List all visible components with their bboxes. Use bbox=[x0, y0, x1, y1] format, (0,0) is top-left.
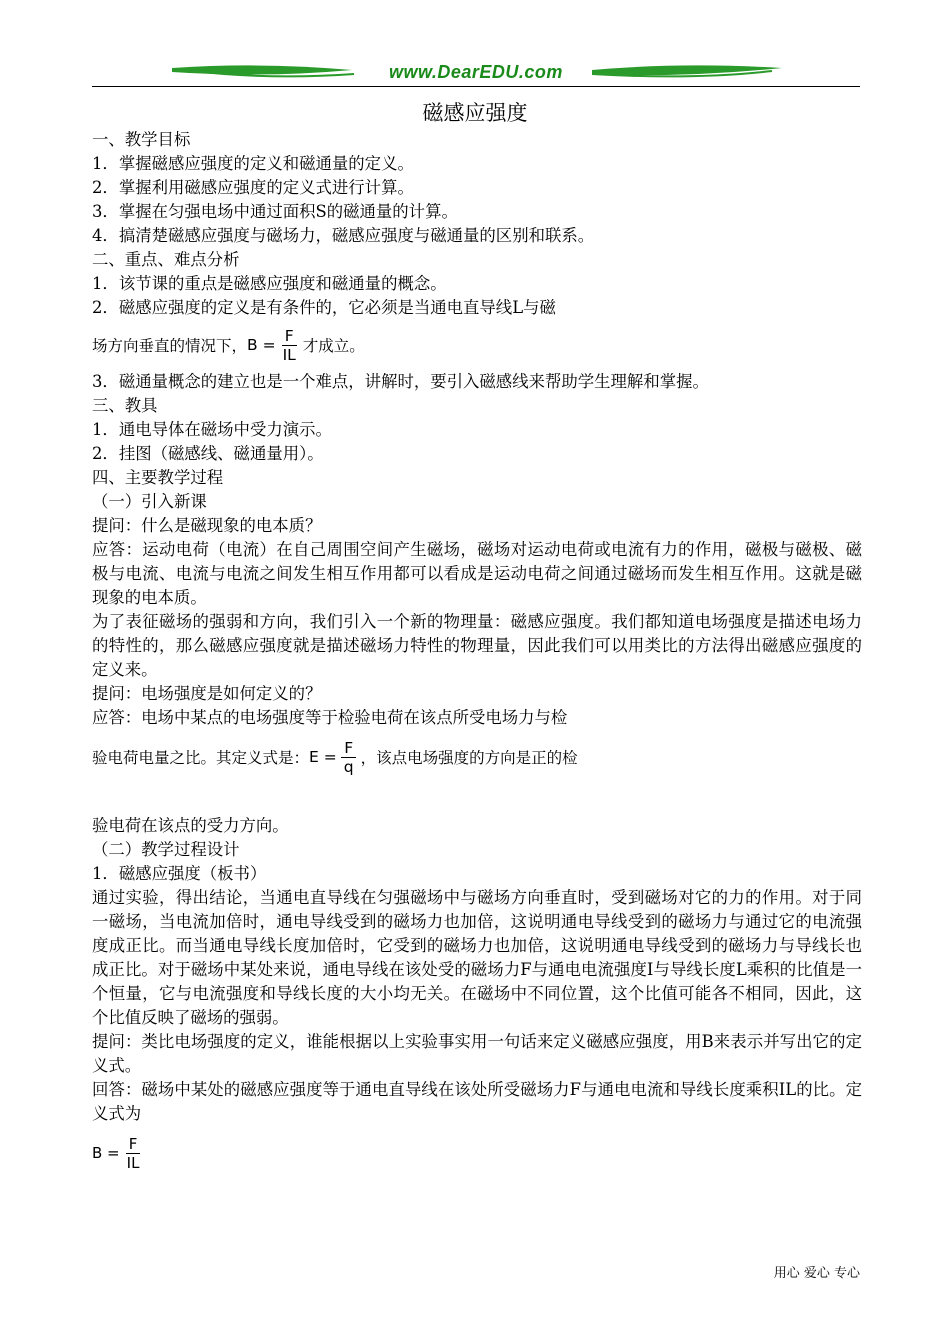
text-line: 2．磁感应强度的定义是有条件的，它必须是当通电直导线L与磁 bbox=[92, 298, 556, 317]
text-line: 验电荷在该点的受力方向。 bbox=[92, 816, 289, 835]
text-line: 1．磁感应强度（板书） bbox=[92, 864, 267, 883]
paragraph: 回答：磁场中某处的磁感应强度等于通电直导线在该处所受磁场力F与通电电流和导线长度乘积IL的比。定义式为 bbox=[92, 1080, 862, 1123]
text-line: 3．磁通量概念的建立也是一个难点，讲解时，要引入磁感线来帮助学生理解和掌握。 bbox=[92, 372, 709, 391]
paragraph: 为了表征磁场的强弱和方向，我们引入一个新的物理量：磁感应强度。我们都知道电场强度是描述电场力的特性的，那么磁感应强度就是描述磁场力特性的物理量，因此我们可以用类比的方法得出磁感应强度的定义来。 bbox=[92, 612, 862, 679]
fraction bbox=[341, 739, 357, 776]
formula-lhs: B = bbox=[247, 336, 276, 354]
formula-lhs: E = bbox=[309, 748, 337, 766]
formula-prefix: 场方向垂直的情况下， bbox=[92, 337, 248, 355]
formula-lhs: B = bbox=[92, 1144, 120, 1162]
text-line: 应答：电场中某点的电场强度等于检验电荷在该点所受电场力与检 bbox=[92, 708, 568, 727]
text-line: 1．该节课的重点是磁感应强度和磁通量的概念。 bbox=[92, 274, 447, 293]
formula-b-definition bbox=[92, 1126, 862, 1180]
text-line: （一）引入新课 bbox=[92, 492, 207, 511]
denominator: IL bbox=[126, 1153, 140, 1172]
document-body bbox=[92, 128, 862, 1180]
numerator: F bbox=[126, 1135, 141, 1154]
text-line: 1．掌握磁感应强度的定义和磁通量的定义。 bbox=[92, 154, 414, 173]
numerator: F bbox=[282, 327, 297, 346]
formula-suffix: 才成立。 bbox=[302, 337, 365, 355]
text-line: 2．掌握利用磁感应强度的定义式进行计算。 bbox=[92, 178, 414, 197]
formula-prefix: 验电荷电量之比。其定义式是： bbox=[92, 749, 310, 767]
text-line: 提问：什么是磁现象的电本质？ bbox=[92, 516, 322, 535]
formula-b-line bbox=[92, 320, 862, 370]
denominator: IL bbox=[282, 345, 296, 364]
paragraph: 应答：运动电荷（电流）在自己周围空间产生磁场，磁场对运动电荷或电流有力的作用，磁极与磁极、磁极与电流、电流与电流之间发生相互作用都可以看成是运动电荷之间通过磁场而发生相互作用。这就是磁现象的电本质。 bbox=[92, 540, 862, 607]
fraction bbox=[124, 1135, 143, 1172]
footer-slogan: 用心 爱心 专心 bbox=[773, 1266, 860, 1281]
header-rule bbox=[92, 86, 860, 87]
formula-e-line bbox=[92, 730, 862, 784]
text-line: 四、主要教学过程 bbox=[92, 468, 224, 487]
numerator: F bbox=[341, 739, 356, 758]
site-url[interactable]: www.DearEDU.com bbox=[389, 62, 563, 82]
fraction bbox=[280, 327, 299, 364]
formula-suffix: ，该点电场强度的方向是正的检 bbox=[360, 749, 578, 767]
paragraph: 通过实验，得出结论，当通电直导线在匀强磁场中与磁场方向垂直时，受到磁场对它的力的作用。对于同一磁场，当电流加倍时，通电导线受到的磁场力也加倍，这说明通电导线受到的磁场力与通过它的电流强度成正比。而当通电导线长度加倍时，它受到的磁场力也加倍，这说明通电导线受到的磁场力与导线长也成正比。对于磁场中某处来说，通电导线在该处受的磁场力F与通电电流强度I与导线长度L乘积的比值是一个恒量，它与电流强度和导线长度的大小均无关。在磁场中不同位置，这个比值可能各不相同，因此，这个比值反映了磁场的强弱。 bbox=[92, 888, 862, 1027]
text-line: 提问：电场强度是如何定义的？ bbox=[92, 684, 322, 703]
text-line: （二）教学过程设计 bbox=[92, 840, 240, 859]
text-line: 3．掌握在匀强电场中通过面积S的磁通量的计算。 bbox=[92, 202, 458, 221]
text-line: 三、教具 bbox=[92, 396, 158, 415]
text-line: 一、教学目标 bbox=[92, 130, 191, 149]
paragraph: 提问：类比电场强度的定义，谁能根据以上实验事实用一句话来定义磁感应强度，用B来表示并写出它的定义式。 bbox=[92, 1032, 862, 1075]
text-line: 2．挂图（磁感线、磁通量用）。 bbox=[92, 444, 324, 463]
text-line: 4．搞清楚磁感应强度与磁场力，磁感应强度与磁通量的区别和联系。 bbox=[92, 226, 595, 245]
denominator: q bbox=[343, 757, 354, 776]
text-line: 1．通电导体在磁场中受力演示。 bbox=[92, 420, 332, 439]
page-title: 磁感应强度 bbox=[422, 101, 528, 125]
text-line: 二、重点、难点分析 bbox=[92, 250, 240, 269]
